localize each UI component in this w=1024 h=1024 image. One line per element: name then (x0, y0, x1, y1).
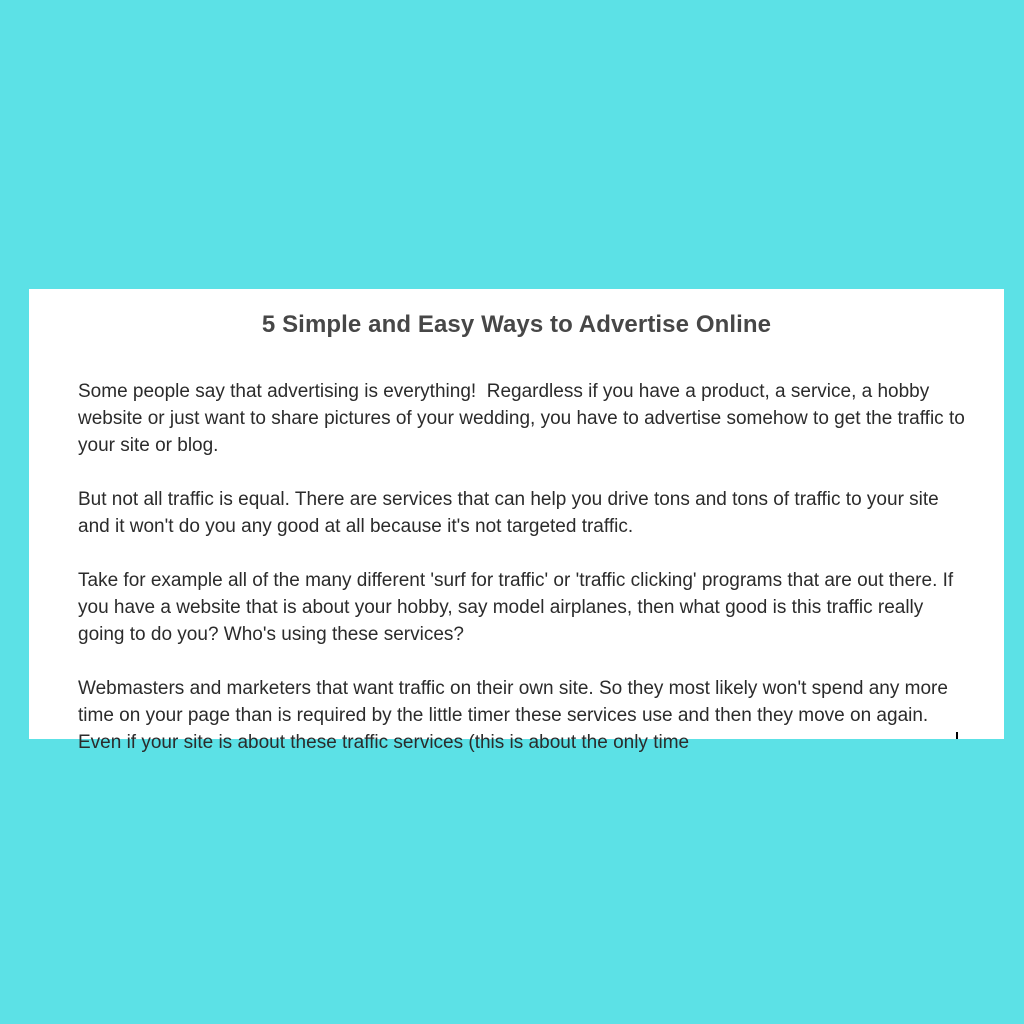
paragraph-2: But not all traffic is equal. There are services that can help you drive tons and tons of traffic to your site and it won't do you any good at all because it's not targeted traffic. (78, 489, 945, 537)
document-body (78, 378, 971, 783)
text-cursor (956, 732, 958, 739)
paragraph-1: Some people say that advertising is everything! Regardless if you have a product, a service, a hobby website or just want to share pictures of your wedding, you have to advertise somehow to get the traffic to your site or blog. (78, 381, 971, 456)
paragraph-3: Take for example all of the many different 'surf for traffic' or 'traffic clicking' programs that are out there. If you have a website that is about your hobby, say model airplanes, then what good is this traffic really going to do you? Who's using these services? (78, 570, 959, 645)
document-title: 5 Simple and Easy Ways to Advertise Online (261, 311, 772, 338)
document-card (29, 289, 1004, 753)
paragraph-4: Webmasters and marketers that want traffic on their own site. So they most likely won't spend any more time on your page than is required by the little timer these services use and then they move on again. Even if your site is about these traffic services (this is about the only time (78, 678, 954, 753)
